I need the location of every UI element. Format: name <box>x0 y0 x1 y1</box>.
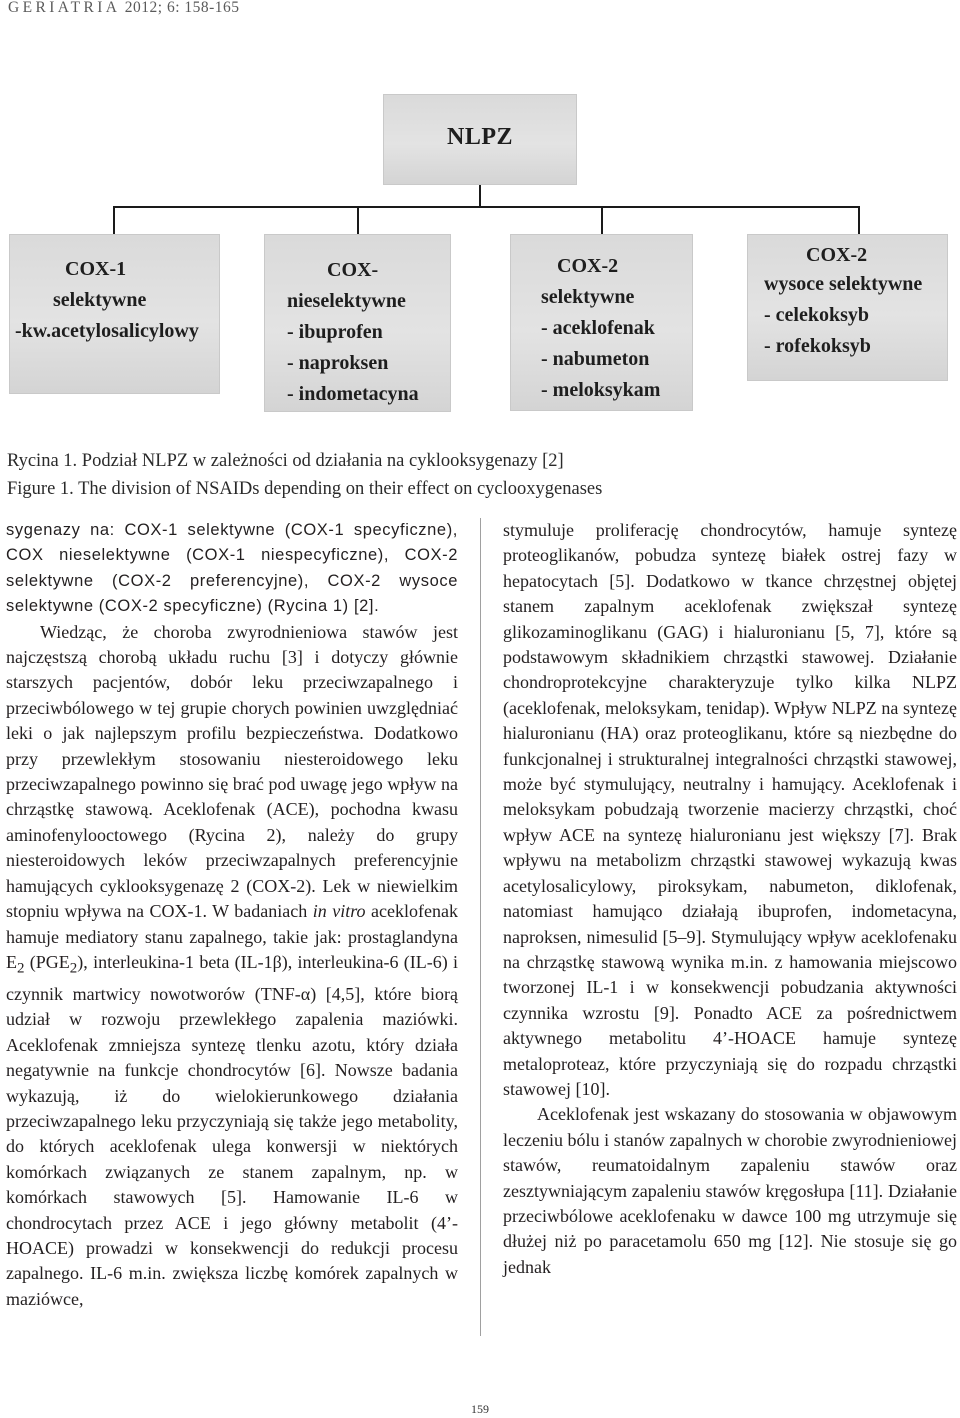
diagram-node-cox-nonselective <box>264 234 451 412</box>
left-text-column <box>6 518 458 1312</box>
node-item: - rofekoksyb <box>764 335 871 357</box>
node-title: COX-2 <box>557 255 619 277</box>
node-subtitle: nieselektywne <box>287 290 406 312</box>
node-drug-list <box>764 300 871 362</box>
connector-node-2 <box>357 206 359 234</box>
right-text-column <box>503 518 957 1280</box>
node-item: - naproksen <box>287 352 389 374</box>
paragraph <box>6 620 458 1313</box>
diagram-node-cox1-selective <box>9 234 220 394</box>
figure-caption-english: Figure 1. The division of NSAIDs depending on their effect on cyclooxygenases <box>7 479 603 499</box>
diagram-node-cox2-highly-selective <box>747 234 948 381</box>
connector-root-down <box>479 185 481 207</box>
node-item: - nabumeton <box>541 348 650 370</box>
node-item: - indometacyna <box>287 383 419 405</box>
node-subtitle: selektywne <box>541 286 635 308</box>
node-item: - celekoksyb <box>764 304 869 326</box>
nsaid-classification-diagram <box>0 0 960 440</box>
diagram-root-box <box>383 94 577 185</box>
diagram-root-label: NLPZ <box>446 124 513 150</box>
node-item: - aceklofenak <box>541 317 655 339</box>
node-drug-list <box>287 317 419 410</box>
node-subtitle: selektywne <box>53 289 147 311</box>
node-item: - ibuprofen <box>287 321 383 343</box>
node-item: -kw.acetylosalicylowy <box>15 320 199 342</box>
connector-node-3 <box>601 206 603 234</box>
column-divider <box>480 518 481 1336</box>
text-run: (PGE <box>24 951 70 972</box>
text-run: ), interleukina-1 beta (IL-1β), interleukina-6 (IL-6) i czynnik martwicy nowotworów (TNF-α) [4,5], które biorą udział w rozwoju przewlekłego zapalenia maziówki. Aceklofenak zmniejsza syntezę tlenku azotu, który działa negatywnie na funkcje chondrocytów [6]. Nowsze badania wykazują, iż do wielokierunkowego działania przeciwzapalnego leku przyczyniają się także jego metabolity, do których aceklofenak ulega konwersji w niektórych komórkach związanych ze stanem zapalnym, np. w komórkach stawowych [5]. Hamowanie IL-6 w chondrocytach przez ACE i jego główny metabolit (4’-HOACE) prowadzi w konsekwencji do redukcji procesu zapalnego. IL-6 m.in. zwiększa liczbę komórek zapalnych w maziówce, <box>6 951 459 1309</box>
node-title: COX- <box>327 259 379 281</box>
connector-horizontal <box>113 206 859 208</box>
diagram-node-cox2-selective <box>510 234 693 411</box>
paragraph: Aceklofenak jest wskazany do stosowania w objawowym leczeniu bólu i stanów zapalnych w chorobie zwyrodnieniowej stawów, reumatoidalnym zapaleniu stawów oraz zesztywniającym zapaleniu stawów kręgosłupa [11]. Działanie przeciwbólowe aceklofenaku w dawce 100 mg utrzymuje się dłużej niż po paracetamolu 650 mg [12]. Nie stosuje się go jednak <box>503 1104 957 1277</box>
figure-caption-polish: Rycina 1. Podział NLPZ w zależności od działania na cyklooksygenazy [2] <box>7 451 564 471</box>
text-run: Wiedząc, że choroba zwyrodnieniowa stawów jest najczęstszą chorobą układu ruchu [3] i dotyczy głównie starszych pacjentów, dobór leku przeciwzapalnego i przeciwbólowego w tej grupie chorych powinien uwzględniać leki o jak najlepszym profilu bezpieczeństwa. Dodatkowo przy przewlekłym stosowaniu niesteroidowego leku przeciwzapalnego powinno się brać pod uwagę jego wpływ na chrząstkę stawową. Aceklofenak (ACE), pochodna kwasu aminofenylooctowego (Rycina 2), należy do grupy niesteroidowych leków przeciwzapalnych preferencyjnie hamujących cyklooksygenazę 2 (COX-2). Lek w niewielkim stopniu wpływa na COX-1. W badaniach <box>6 621 458 922</box>
node-drug-list <box>541 313 660 406</box>
paragraph <box>6 518 458 620</box>
subscript: 2 <box>69 960 78 977</box>
subscript: 2 <box>17 960 25 977</box>
journal-name: GERIATRIA <box>8 0 121 16</box>
text-run: aceklofenak hamuje mediatory stanu zapalnego, takie jak: prostaglandyna E <box>6 901 458 972</box>
page-number: 159 <box>471 1402 489 1416</box>
node-subtitle: wysoce selektywne <box>764 273 923 295</box>
node-title: COX-1 <box>65 258 127 280</box>
paragraph: stymuluje proliferację chondrocytów, hamuje syntezę proteoglikanów, pobudza syntezę białek ostrej fazy w hepatocytach [5]. Dodatkowo w tkance chrzęstnej objętej stanem zapalnym aceklofenak zwiększał syntezę glikozaminoglikanu (GAG) i hialuronianu [5, 7], które są podstawowym składnikiem chrząstki stawowej. Działanie chondroprotekcyjne charakteryzuje tylko kilka NLPZ (aceklofenak, meloksykam, tenidap). Wpływ NLPZ na syntezę hialuronianu (HA) oraz proteoglikanu, które są niezbędne do funkcjonalnej i strukturalnej integralności chrząstki stawowej, może być stymulujący, neutralny i hamujący. Aceklofenak i meloksykam pobudzają tworzenie macierzy chrząstki, choć wpływ ACE na syntezę hialuronianu jest większy [7]. Brak wpływu na metabolizm chrząstki stawowej wykazują kwas acetylosalicylowy, piroksykam, nabumeton, diklofenak, natomiast hamująco działają ibuprofen, indometacyna, naproksen, nimesulid [5–9]. Stymulujący wpływ aceklofenaku na chrząstkę stawową wynika m.in. z hamowania miejscowo tworzonej IL-1 i w konsekwencji pobudzania aktywności czynnika wzrostu [9]. Ponadto ACE za pośrednictwem aktywnego metabolitu 4’-HOACE hamuje syntezę metaloproteaz, które przyczyniają się do rozpadu chrząstki stawowej [10]. <box>503 520 957 1099</box>
node-title: COX-2 <box>806 244 868 266</box>
connector-node-1 <box>113 206 115 234</box>
journal-issue: 2012; 6: 158-165 <box>124 0 240 16</box>
text-run: sygenazy na: COX-1 selektywne (COX-1 specyficzne), <box>6 521 458 539</box>
italic-term: in vitro <box>312 901 366 922</box>
connector-node-4 <box>858 206 860 234</box>
text-run: COX nieselektywne (COX-1 niespecyficzne), COX-2 selektywne (COX-2 preferencyjne), COX-2 wysoce selektywne (COX-2 specyficzne) (Rycina 1) [2]. <box>6 546 458 616</box>
node-item: - meloksykam <box>541 379 661 401</box>
